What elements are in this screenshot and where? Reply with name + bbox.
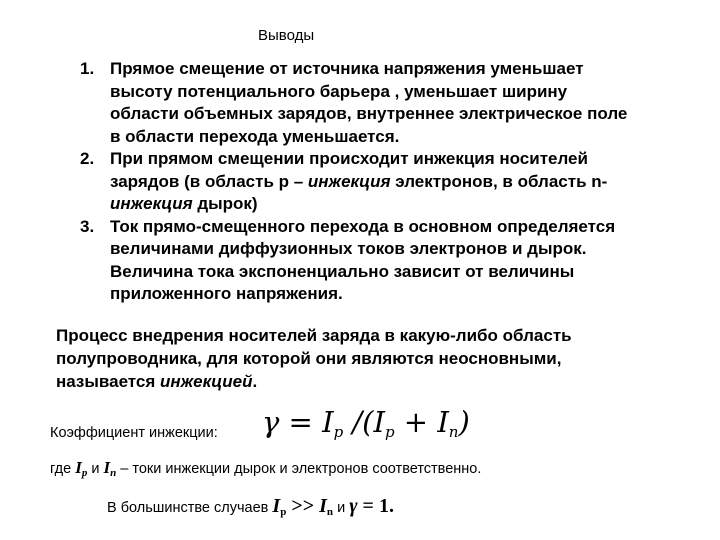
current-symbol: I xyxy=(322,405,334,439)
plus-sign: + xyxy=(394,405,438,439)
definition-term: инжекцией xyxy=(160,372,253,391)
current-symbol: I xyxy=(373,405,385,439)
equals-sign: = xyxy=(279,405,323,439)
coefficient-label: Коэффициент инжекции: xyxy=(50,425,218,441)
gamma-symbol: γ xyxy=(262,405,280,439)
closing-paren: ) xyxy=(458,405,470,439)
definition-end: . xyxy=(252,372,258,391)
conclusion-line xyxy=(107,495,394,518)
formula-divider: /( xyxy=(343,405,374,439)
item-text-part: электронов, в область n- xyxy=(390,171,608,191)
slide-title: Выводы xyxy=(258,27,315,44)
current-symbol: $I_p$ xyxy=(75,458,88,479)
item-text: Ток прямо-смещенного перехода в основном определяется величинами диффузионных токов электронов и дырок. Величина тока экспоненциально зависит от величины приложенного напряжения. xyxy=(110,216,616,303)
item-text-part: дырок) xyxy=(192,194,258,213)
symbol-legend xyxy=(50,458,481,479)
definition-text: Процесс внедрения носителей заряда в какую-либо область полупроводника, для которой они являются неосновными, называется xyxy=(56,326,572,391)
subscript-p: p xyxy=(384,423,395,441)
list-item xyxy=(80,58,640,148)
list-item xyxy=(80,216,640,306)
list-item xyxy=(80,148,640,216)
subscript-p: p xyxy=(333,423,344,441)
legend-text: – токи инжекции дырок и электронов соответственно. xyxy=(116,461,482,477)
emphasis-term: инжекция xyxy=(110,194,193,213)
current-symbol: I xyxy=(437,405,449,439)
item-text: Прямое смещение от источника напряжения уменьшает высоту потенциального барьера , уменьшает ширину области объемных зарядов, внутреннее электрическое поле в области перехода уменьшается. xyxy=(110,59,628,146)
legend-where: где xyxy=(50,461,76,477)
legend-and: и xyxy=(87,461,104,477)
item-text-part: При прямом смещении происходит инжекция носителей зарядов (в область р – xyxy=(110,149,588,191)
emphasis-term: инжекция xyxy=(307,171,391,191)
item-number: 3. xyxy=(80,216,95,236)
injection-definition xyxy=(56,324,656,393)
item-text xyxy=(110,149,607,213)
item-number: 1. xyxy=(80,59,95,78)
item-number: 2. xyxy=(80,149,95,168)
conclusions-list xyxy=(80,58,640,306)
subscript-n: n xyxy=(448,423,459,441)
final-text: В большинстве случаев xyxy=(107,500,273,516)
injection-coefficient-formula xyxy=(262,405,470,441)
final-math: $I_p >> I_n$ и γ = 1. xyxy=(272,495,394,518)
current-symbol: $I_n$ xyxy=(103,458,117,479)
